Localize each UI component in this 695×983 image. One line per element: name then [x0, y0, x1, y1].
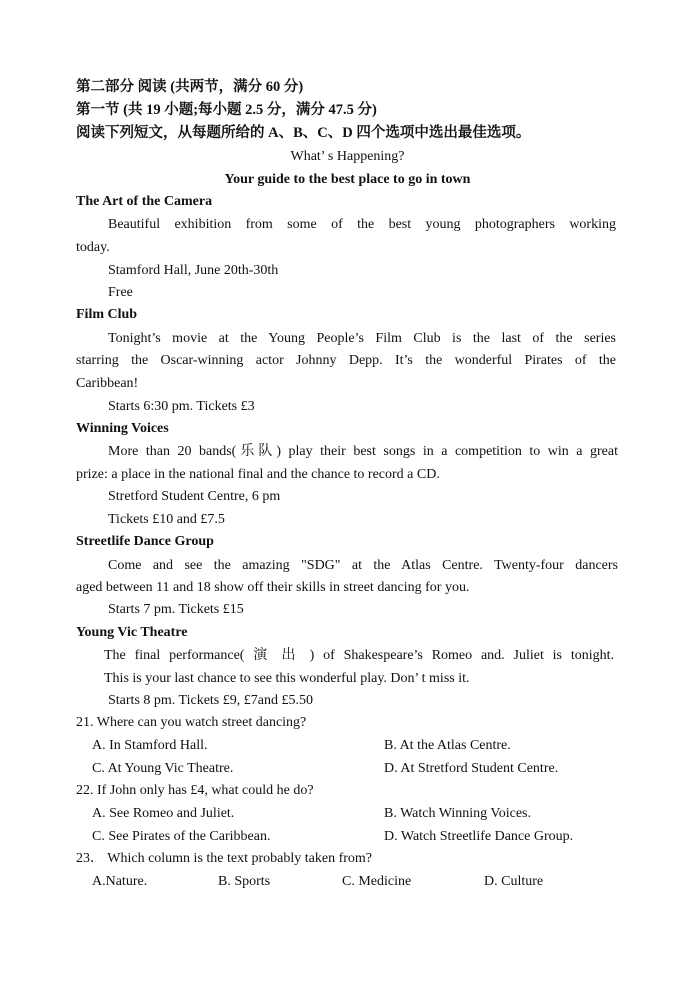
body-line: Beautiful exhibition from some of the best young photographers working	[108, 217, 616, 232]
section-heading-film-club: Film Club	[76, 307, 138, 322]
detail-line: Stamford Hall, June 20th-30th	[108, 263, 279, 278]
question-21-option-b[interactable]: B. At the Atlas Centre.	[384, 738, 511, 753]
question-23-stem: 23． Which column is the text probably taken from?	[76, 851, 373, 866]
question-23-option-c[interactable]: C. Medicine	[342, 874, 412, 889]
part-heading: 第二部分 阅读 (共两节，满分 60 分)	[76, 79, 304, 95]
article-title: What’ s Happening?	[290, 149, 405, 164]
detail-line: Free	[108, 285, 133, 300]
question-22-option-a[interactable]: A. See Romeo and Juliet.	[92, 806, 235, 821]
detail-line: Starts 7 pm. Tickets £15	[108, 602, 244, 617]
section-heading: 第一节 (共 19 小题;每小题 2.5 分，满分 47.5 分)	[76, 102, 377, 118]
instruction-text: 阅读下列短文，从每题所给的 A、B、C、D 四个选项中选出最佳选项。	[76, 125, 531, 141]
section-heading-camera: The Art of the Camera	[76, 194, 213, 209]
detail-line: Starts 8 pm. Tickets £9, £7and £5.50	[108, 693, 313, 708]
section-heading-young-vic: Young Vic Theatre	[76, 625, 188, 640]
detail-line: Tickets £10 and £7.5	[108, 512, 225, 527]
body-line: Tonight’s movie at the Young People’s Film Club is the last of the series	[108, 331, 616, 346]
question-21-option-c[interactable]: C. At Young Vic Theatre.	[92, 761, 234, 776]
body-line: More than 20 bands(乐队) play their best songs in a competition to win a great	[108, 444, 618, 459]
body-line: aged between 11 and 18 show off their skills in street dancing for you.	[76, 580, 470, 595]
section-heading-winning-voices: Winning Voices	[76, 421, 169, 436]
body-line: This is your last chance to see this wonderful play. Don’ t miss it.	[104, 671, 470, 686]
question-23-option-b[interactable]: B. Sports	[218, 874, 271, 889]
question-21-option-d[interactable]: D. At Stretford Student Centre.	[384, 761, 559, 776]
question-23-option-a[interactable]: A.Nature.	[92, 874, 148, 889]
question-22-option-b[interactable]: B. Watch Winning Voices.	[384, 806, 531, 821]
body-line: starring the Oscar-winning actor Johnny Depp. It’s the wonderful Pirates of the	[76, 353, 616, 368]
question-22-stem: 22. If John only has £4, what could he do?	[76, 783, 314, 798]
question-22-option-c[interactable]: C. See Pirates of the Caribbean.	[92, 829, 271, 844]
body-line: Caribbean!	[76, 376, 139, 391]
body-line: today.	[76, 240, 110, 255]
question-23-option-d[interactable]: D. Culture	[484, 874, 544, 889]
body-line: Come and see the amazing "SDG" at the Atlas Centre. Twenty-four dancers	[108, 558, 618, 573]
question-21-stem: 21. Where can you watch street dancing?	[76, 715, 307, 730]
detail-line: Stretford Student Centre, 6 pm	[108, 489, 281, 504]
section-heading-streetlife: Streetlife Dance Group	[76, 534, 214, 549]
body-line: prize: a place in the national final and the chance to record a CD.	[76, 467, 440, 482]
question-22-option-d[interactable]: D. Watch Streetlife Dance Group.	[384, 829, 574, 844]
detail-line: Starts 6:30 pm. Tickets £3	[108, 399, 255, 414]
question-21-option-a[interactable]: A. In Stamford Hall.	[92, 738, 208, 753]
article-subtitle: Your guide to the best place to go in town	[224, 172, 471, 187]
body-line: The final performance( 演 出 ) of Shakespeare’s Romeo and. Juliet is tonight.	[104, 648, 614, 663]
